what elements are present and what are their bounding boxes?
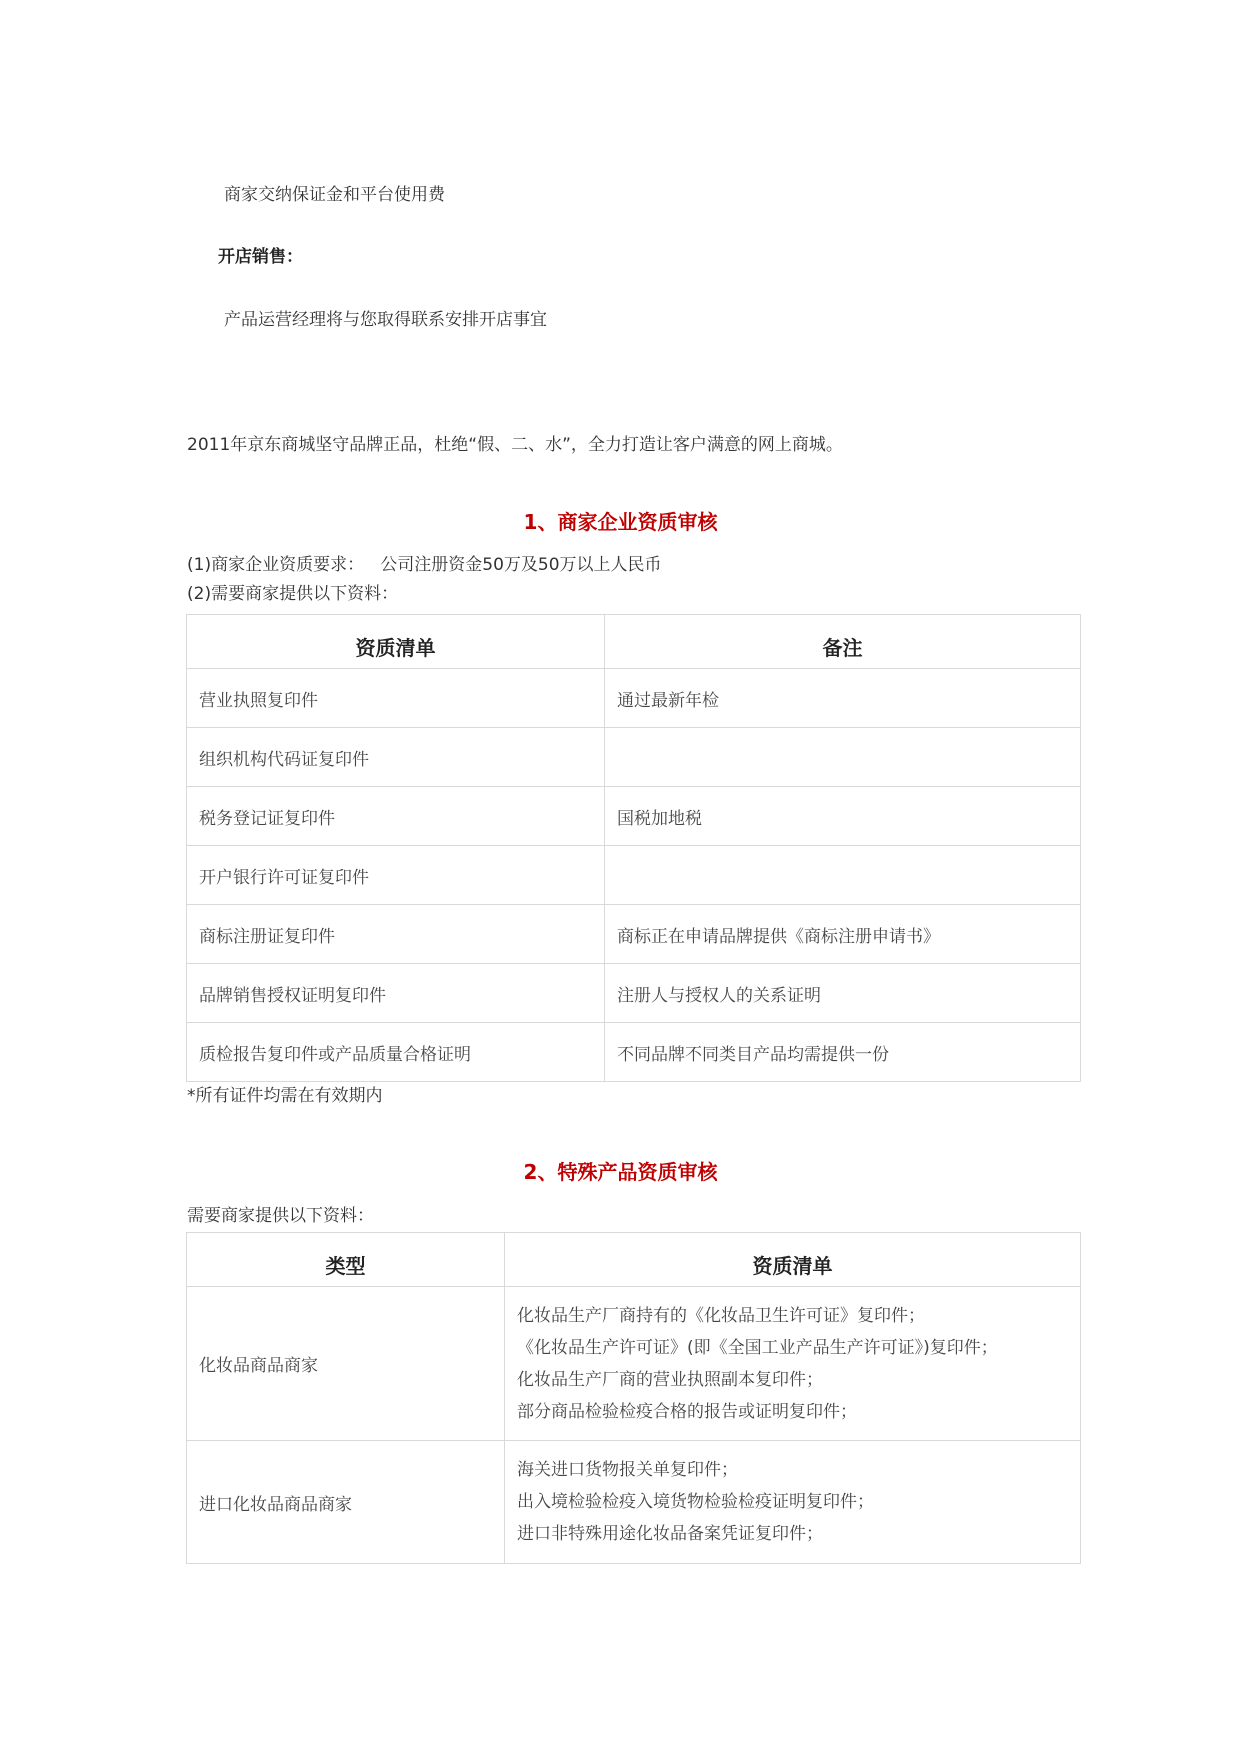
list-item: 进口非特殊用途化妆品备案凭证复印件； xyxy=(517,1524,823,1544)
cell-item: 组织机构代码证复印件 xyxy=(187,728,605,787)
table-row xyxy=(187,1023,1081,1082)
special-product-table xyxy=(186,1232,1081,1564)
cell-type: 化妆品商品商家 xyxy=(187,1287,505,1441)
cell-type: 进口化妆品商品商家 xyxy=(187,1441,505,1564)
cell-remark: 注册人与授权人的关系证明 xyxy=(605,964,1081,1023)
cell-remark: 商标正在申请品牌提供《商标注册申请书》 xyxy=(605,905,1081,964)
column-header-remark: 备注 xyxy=(605,615,1081,669)
cell-remark: 不同品牌不同类目产品均需提供一份 xyxy=(605,1023,1081,1082)
table-row xyxy=(187,669,1081,728)
cell-remark xyxy=(605,846,1081,905)
open-store-text: 产品运营经理将与您取得联系安排开店事宜 xyxy=(224,310,547,330)
table-row xyxy=(187,787,1081,846)
table-header-row xyxy=(187,615,1081,669)
open-store-label: 开店销售： xyxy=(218,247,303,267)
table-row xyxy=(187,846,1081,905)
cell-remark: 通过最新年检 xyxy=(605,669,1081,728)
section1-requirement-2: (2)需要商家提供以下资料： xyxy=(187,584,399,604)
column-header-qualifications: 资质清单 xyxy=(505,1233,1081,1287)
qualification-table xyxy=(186,614,1081,1082)
cell-qualification-list xyxy=(505,1441,1081,1564)
cell-item: 商标注册证复印件 xyxy=(187,905,605,964)
table-row xyxy=(187,1287,1081,1441)
cell-item: 质检报告复印件或产品质量合格证明 xyxy=(187,1023,605,1082)
list-item: 《化妆品生产许可证》(即《全国工业产品生产许可证》)复印件； xyxy=(517,1337,998,1358)
table-row xyxy=(187,905,1081,964)
list-item: 出入境检验检疫入境货物检验检疫证明复印件； xyxy=(517,1492,874,1512)
validity-note: *所有证件均需在有效期内 xyxy=(187,1086,383,1106)
table-row xyxy=(187,964,1081,1023)
section2-intro: 需要商家提供以下资料： xyxy=(187,1206,374,1226)
list-item: 化妆品生产厂商持有的《化妆品卫生许可证》复印件； xyxy=(517,1305,925,1326)
cell-qualification-list xyxy=(505,1287,1081,1441)
cell-item: 税务登记证复印件 xyxy=(187,787,605,846)
list-item: 部分商品检验检疫合格的报告或证明复印件； xyxy=(517,1401,857,1422)
cell-item: 营业执照复印件 xyxy=(187,669,605,728)
cell-item: 开户银行许可证复印件 xyxy=(187,846,605,905)
column-header-list: 资质清单 xyxy=(187,615,605,669)
list-item: 海关进口货物报关单复印件； xyxy=(517,1460,738,1480)
step-text: 商家交纳保证金和平台使用费 xyxy=(224,185,445,205)
section2-title: 2、特殊产品资质审核 xyxy=(523,1160,718,1184)
cell-remark xyxy=(605,728,1081,787)
cell-remark: 国税加地税 xyxy=(605,787,1081,846)
cell-item: 品牌销售授权证明复印件 xyxy=(187,964,605,1023)
section1-requirement-1: (1)商家企业资质要求： 公司注册资金50万及50万以上人民币 xyxy=(187,555,662,575)
table-row xyxy=(187,1441,1081,1564)
column-header-type: 类型 xyxy=(187,1233,505,1287)
list-item: 化妆品生产厂商的营业执照副本复印件； xyxy=(517,1369,823,1390)
statement: 2011年京东商城坚守品牌正品，杜绝“假、二、水”，全力打造让客户满意的网上商城。 xyxy=(187,435,843,455)
table-header-row xyxy=(187,1233,1081,1287)
section1-title: 1、商家企业资质审核 xyxy=(523,510,718,534)
table-row xyxy=(187,728,1081,787)
